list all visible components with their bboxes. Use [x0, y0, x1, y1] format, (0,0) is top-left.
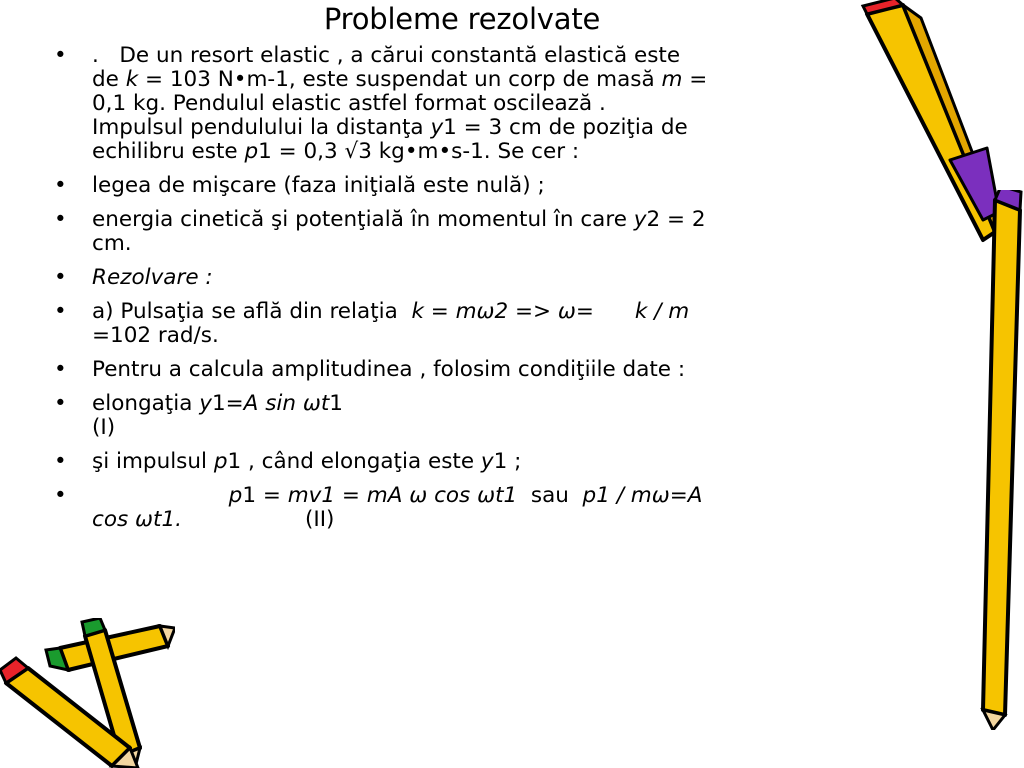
text-segment: y	[633, 207, 647, 232]
bullet-line	[92, 140, 890, 164]
bullet-dot-icon: •	[54, 265, 67, 290]
text-segment: y	[480, 449, 494, 474]
bullet-item	[50, 450, 890, 474]
text-segment: y	[430, 115, 444, 140]
bullet-item	[50, 208, 890, 256]
bullet-dot-icon: •	[54, 173, 67, 198]
bullet-line	[92, 392, 890, 416]
bullet-line	[92, 484, 890, 508]
pencil-right-icon	[965, 190, 1024, 730]
text-segment: şi impulsul	[92, 449, 214, 474]
bullet-item	[50, 392, 890, 440]
text-segment: m	[661, 67, 683, 92]
text-segment: elongaţia	[92, 391, 200, 416]
bullet-line	[92, 324, 890, 348]
slide-title: Probleme rezolvate	[323, 2, 601, 36]
text-segment: (II)	[181, 507, 335, 532]
bullet-line	[92, 508, 890, 532]
text-segment: (I)	[92, 415, 116, 440]
text-segment: cm.	[92, 231, 132, 256]
text-segment: echilibru este	[92, 139, 245, 164]
text-segment: p	[244, 139, 259, 164]
text-segment: mv1 = mA ω cos ωt1	[287, 483, 518, 508]
text-segment: Pentru a calcula amplitudinea , folosim condiţiile date :	[92, 357, 686, 382]
text-segment: a) Pulsaţia se află din relaţia	[92, 299, 412, 324]
text-segment: = 103 N•m-1, este suspendat un corp de masă	[138, 67, 662, 92]
text-segment: =102 rad/s.	[92, 323, 219, 348]
text-segment: k = mω2 => ω= k / m	[411, 299, 690, 324]
bullet-line	[92, 208, 890, 232]
text-segment: sau	[517, 483, 583, 508]
text-segment: 1	[329, 391, 343, 416]
text-segment: legea de mişcare (faza iniţială este nulă) ;	[92, 173, 545, 198]
text-segment: Rezolvare :	[92, 265, 213, 290]
bullet-dot-icon: •	[54, 357, 67, 382]
text-segment: energia cinetică şi potenţială în momentul în care	[92, 207, 634, 232]
bullet-dot-icon: •	[54, 299, 67, 324]
bullet-item	[50, 484, 890, 532]
slide-body	[50, 44, 890, 542]
bullet-item	[50, 44, 890, 164]
bullet-dot-icon: •	[54, 449, 67, 474]
bullet-line	[92, 92, 890, 116]
bullet-line	[92, 44, 890, 68]
crossed-pencils-icon	[0, 618, 175, 768]
text-segment: y	[199, 391, 212, 416]
text-segment: =	[682, 67, 708, 92]
text-segment: cos ωt1.	[92, 507, 182, 532]
bullet-item	[50, 358, 890, 382]
bullet-item	[50, 174, 890, 198]
bullet-item	[50, 300, 890, 348]
bullet-dot-icon: •	[54, 207, 67, 232]
text-segment: 1=	[211, 391, 244, 416]
bullet-line	[92, 266, 890, 290]
bullet-line	[92, 116, 890, 140]
text-segment: 1 = 0,3 √3 kg•m•s-1. Se cer :	[258, 139, 580, 164]
text-segment: p	[92, 483, 243, 508]
text-segment: 2 = 2	[646, 207, 706, 232]
bullet-line	[92, 174, 890, 198]
bullet-dot-icon: •	[54, 391, 67, 416]
text-segment: de	[92, 67, 126, 92]
text-segment: p	[213, 449, 228, 474]
bullet-line	[92, 68, 890, 92]
bullet-line	[92, 416, 890, 440]
text-segment: 1 ;	[493, 449, 522, 474]
bullet-line	[92, 358, 890, 382]
text-segment: k	[125, 67, 139, 92]
text-segment: 1 , când elongaţia este	[227, 449, 481, 474]
text-segment: A sin ωt	[243, 391, 330, 416]
bullet-item	[50, 266, 890, 290]
text-segment: 1 = 3 cm de poziţia de	[443, 115, 688, 140]
text-segment: 1 =	[242, 483, 288, 508]
text-segment: p1 / mω=A	[582, 483, 703, 508]
bullet-line	[92, 232, 890, 256]
text-segment: Impulsul pendulului la distanţa	[92, 115, 431, 140]
bullet-dot-icon: •	[54, 483, 67, 508]
bullet-dot-icon: •	[54, 43, 67, 68]
text-segment: 0,1 kg. Pendulul elastic astfel format oscilează .	[92, 91, 606, 116]
bullet-line	[92, 300, 890, 324]
bullet-line	[92, 450, 890, 474]
text-segment: . De un resort elastic , a cărui constantă elastică este	[92, 43, 681, 68]
